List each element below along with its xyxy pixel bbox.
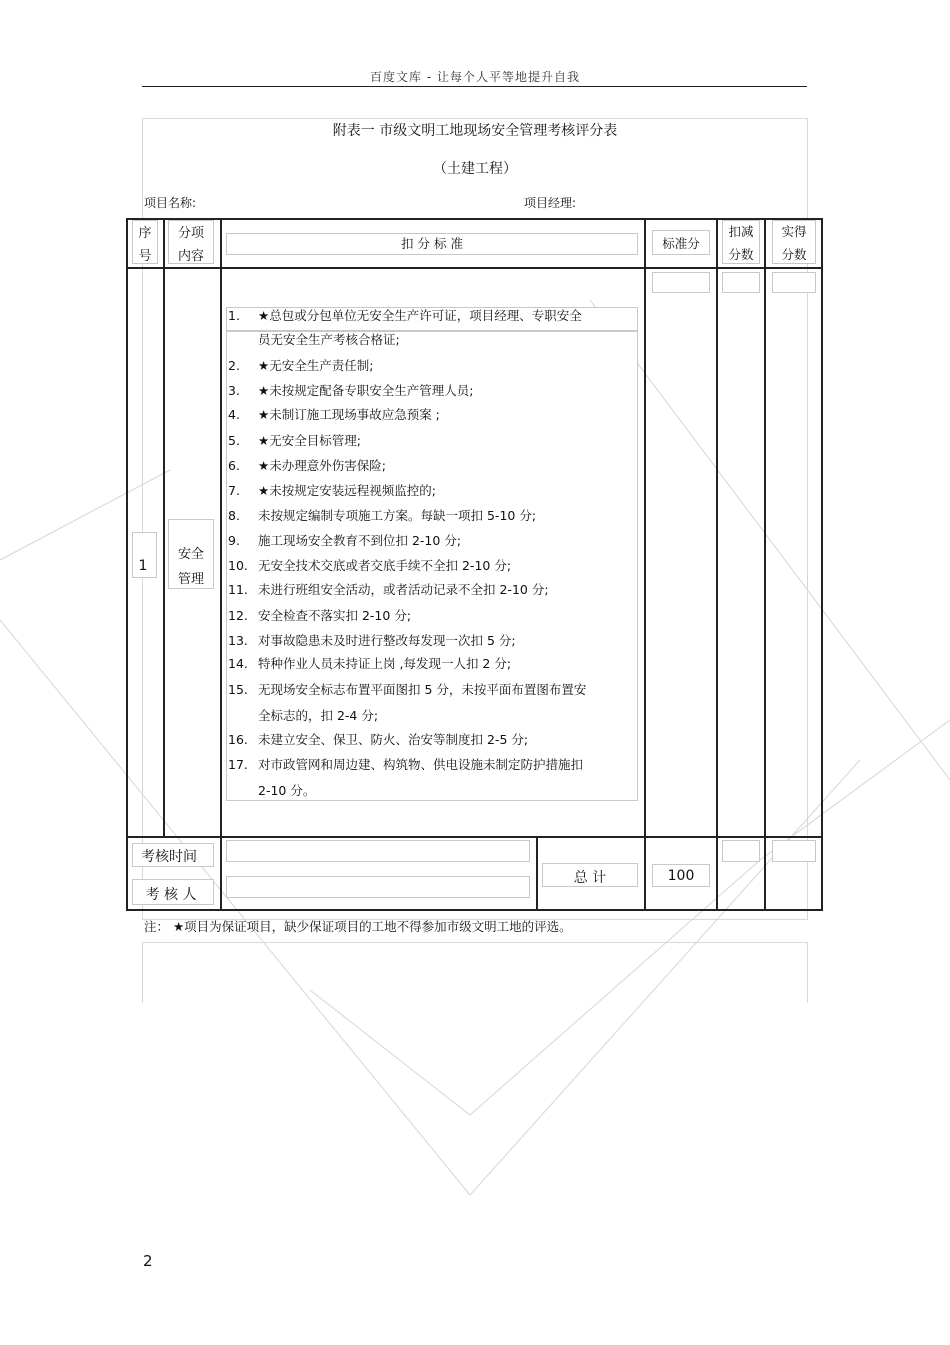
- criteria-item: 13. 对事故隐患未及时进行整改每发现一次扣 5 分;: [228, 633, 516, 648]
- seq-header-line2: 号: [138, 249, 152, 264]
- form-frame-lower: [142, 942, 808, 1003]
- criteria-item: 11. 未进行班组安全活动，或者活动记录不全扣 2-10 分;: [228, 582, 549, 597]
- document-title: 附表一 市级文明工地现场安全管理考核评分表: [332, 123, 618, 139]
- criteria-item: 2. ★无安全生产责任制;: [228, 358, 374, 373]
- item-value-line1: 安全: [177, 547, 204, 562]
- actual-header-line1: 实得: [781, 224, 807, 239]
- criteria-item: 17. 对市政管网和周边建、构筑物、供电设施未制定防护措施扣: [228, 757, 584, 772]
- criteria-item: 10. 无安全技术交底或者交底手续不全扣 2-10 分;: [228, 558, 512, 573]
- document-subtitle: （土建工程）: [433, 161, 517, 177]
- criteria-item-continued: 全标志的，扣 2-4 分;: [258, 708, 379, 723]
- project-manager-label: 项目经理:: [524, 196, 577, 210]
- criteria-item: 8. 未按规定编制专项施工方案。每缺一项扣 5-10 分;: [228, 508, 537, 523]
- footnote: 注： ★项目为保证项目，缺少保证项目的工地不得参加市级文明工地的评选。: [144, 919, 572, 934]
- page-number: 2: [143, 1252, 153, 1270]
- criteria-item: 9. 施工现场安全教育不到位扣 2-10 分;: [228, 533, 462, 548]
- deduct-score-input[interactable]: [722, 272, 760, 293]
- criteria-item: 16. 未建立安全、保卫、防火、治安等制度扣 2-5 分;: [228, 732, 529, 747]
- actual-header-line2: 分数: [781, 247, 807, 262]
- actual-score-input[interactable]: [772, 272, 816, 293]
- criteria-item: 14. 特种作业人员未持证上岗 ,每发现一人扣 2 分;: [228, 656, 512, 671]
- header-divider: [142, 86, 807, 87]
- examiner-input[interactable]: [226, 876, 530, 898]
- total-actual-input[interactable]: [772, 840, 816, 862]
- total-label: 总 计: [573, 870, 607, 886]
- criteria-item: 4. ★未制订施工现场事故应急预案 ;: [228, 407, 440, 422]
- total-value: 100: [667, 868, 695, 884]
- page-header: 百度文库 - 让每个人平等地提升自我: [370, 70, 580, 84]
- item-header-line2: 内容: [177, 249, 204, 264]
- criteria-header: 扣 分 标 准: [401, 236, 463, 251]
- project-name-label: 项目名称:: [144, 196, 197, 210]
- criteria-item: 1. ★总包或分包单位无安全生产许可证，项目经理、专职安全: [228, 308, 582, 323]
- criteria-item: 3. ★未按规定配备专职安全生产管理人员;: [228, 383, 474, 398]
- examiner-label: 考 核 人: [145, 887, 197, 903]
- criteria-item: 6. ★未办理意外伤害保险;: [228, 458, 386, 473]
- seq-value: 1: [138, 558, 148, 574]
- criteria-item-continued: 员无安全生产考核合格证;: [258, 332, 400, 347]
- criteria-item: 12. 安全检查不落实扣 2-10 分;: [228, 608, 412, 623]
- standard-score-input[interactable]: [652, 272, 710, 293]
- total-deduct-input[interactable]: [722, 840, 760, 862]
- exam-time-label: 考核时间: [141, 849, 197, 865]
- criteria-item: 5. ★无安全目标管理;: [228, 433, 361, 448]
- criteria-item: 15. 无现场安全标志布置平面图扣 5 分，未按平面布置图布置安: [228, 682, 587, 697]
- deduct-header-line2: 分数: [728, 247, 754, 262]
- item-value-line2: 管理: [177, 572, 204, 587]
- criteria-item: 7. ★未按规定安装远程视频监控的;: [228, 483, 436, 498]
- seq-header-line1: 序: [138, 226, 152, 241]
- exam-time-input[interactable]: [226, 840, 530, 862]
- standard-header: 标准分: [662, 236, 700, 251]
- deduct-header-line1: 扣减: [728, 224, 754, 239]
- criteria-item-continued: 2-10 分。: [258, 783, 316, 798]
- item-header-line1: 分项: [177, 226, 204, 241]
